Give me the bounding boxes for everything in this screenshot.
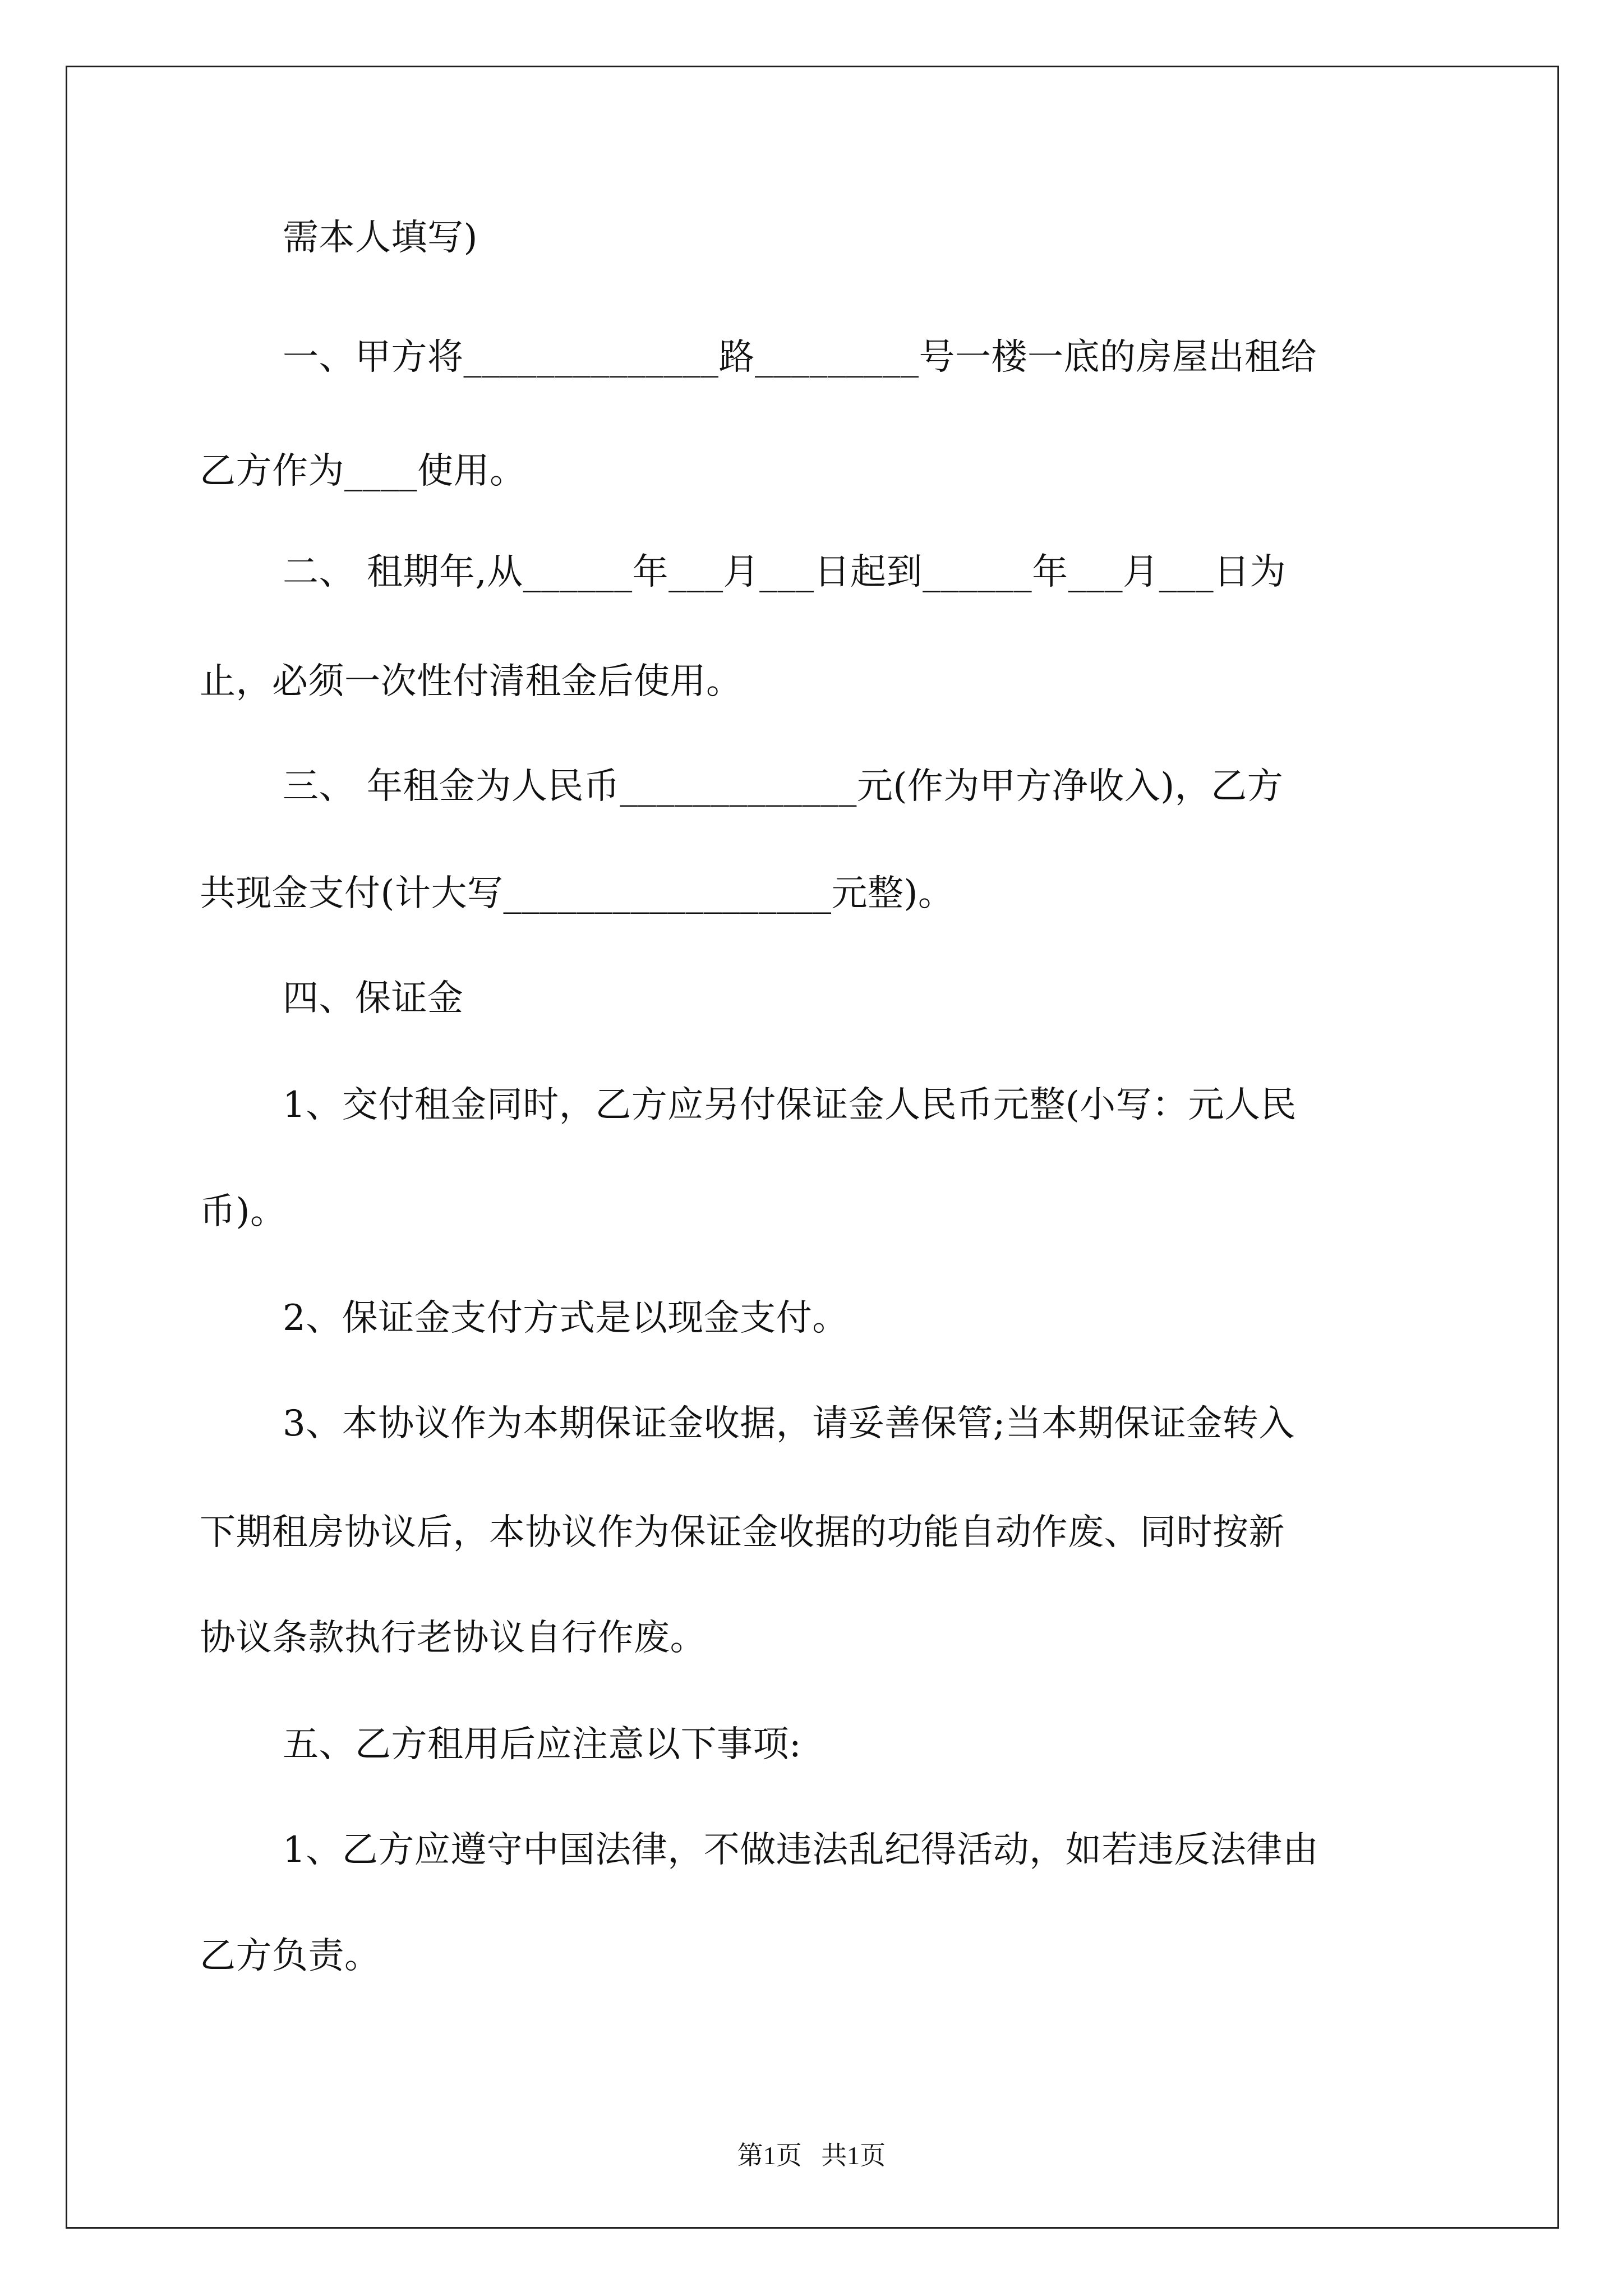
clause-line-2: 一、甲方将______________路_________号一楼一底的房屋出租给 [283, 337, 1317, 378]
clause-line-15: 五、乙方租用后应注意以下事项: [283, 1724, 802, 1765]
page-border [66, 66, 1559, 2229]
clause-line-6: 三、 年租金为人民币_____________元(作为甲方净收入)，乙方 [283, 766, 1284, 807]
clause-line-4: 二、 租期年,从______年___月___日起到______年___月___日为 [283, 551, 1287, 593]
clause-line-12: 3、本协议作为本期保证金收据，请妥善保管;当本期保证金转入 [283, 1403, 1295, 1444]
page-footer: 第1页 共1页 [737, 2141, 886, 2170]
clause-line-10: 币)。 [200, 1191, 287, 1232]
clause-line-5: 止，必须一次性付清租金后使用。 [200, 661, 743, 702]
clause-line-9: 1、交付租金同时，乙方应另付保证金人民币元整(小写：元人民 [283, 1084, 1297, 1126]
clause-line-8: 四、保证金 [283, 978, 464, 1019]
clause-line-11: 2、保证金支付方式是以现金支付。 [283, 1297, 849, 1339]
clause-line-16: 1、乙方应遵守中国法律，不做违法乱纪得活动，如若违反法律由 [283, 1829, 1319, 1871]
clause-line-7: 共现金支付(计大写__________________元整)。 [200, 873, 955, 914]
clause-line-14: 协议条款执行老协议自行作废。 [200, 1617, 706, 1659]
clause-line-1: 需本人填写) [283, 217, 478, 259]
clause-line-3: 乙方作为____使用。 [200, 450, 526, 492]
clause-line-13: 下期租房协议后，本协议作为保证金收据的功能自动作废、同时按新 [200, 1512, 1285, 1553]
clause-line-17: 乙方负责。 [200, 1935, 381, 1977]
